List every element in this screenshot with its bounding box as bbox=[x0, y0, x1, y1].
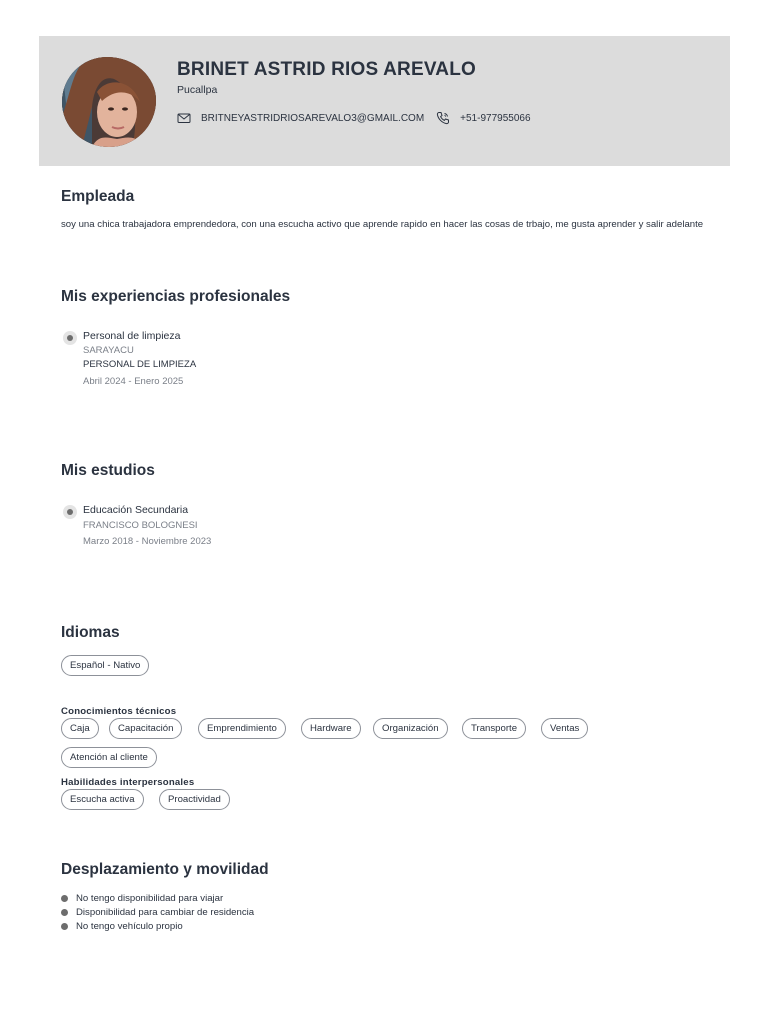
language-chip: Español - Nativo bbox=[61, 655, 149, 676]
soft-skills-title: Habilidades interpersonales bbox=[61, 777, 195, 788]
skill-chip: Hardware bbox=[301, 718, 361, 739]
skill-chip: Emprendimiento bbox=[198, 718, 286, 739]
email-link[interactable]: BRITNEYASTRIDRIOSAREVALO3@GMAIL.COM bbox=[201, 112, 425, 124]
phone-number[interactable]: +51-977955066 bbox=[460, 112, 531, 124]
timeline-dot bbox=[63, 505, 77, 519]
bullet-icon bbox=[61, 909, 68, 916]
study-dates: Marzo 2018 - Noviembre 2023 bbox=[83, 536, 212, 547]
skill-chip: Atención al cliente bbox=[61, 747, 157, 768]
profile-photo bbox=[62, 57, 156, 147]
skill-chip: Transporte bbox=[462, 718, 526, 739]
bullet-icon bbox=[61, 895, 68, 902]
phone-icon bbox=[436, 111, 450, 125]
envelope-icon bbox=[177, 111, 191, 125]
study-degree: Educación Secundaria bbox=[83, 504, 189, 516]
cv-header bbox=[39, 36, 730, 166]
skill-chip: Organización bbox=[373, 718, 448, 739]
mobility-item bbox=[61, 907, 254, 918]
job-dates: Abril 2024 - Enero 2025 bbox=[83, 376, 184, 387]
candidate-city: Pucallpa bbox=[177, 84, 218, 96]
skill-chip: Caja bbox=[61, 718, 99, 739]
skill-chip: Ventas bbox=[541, 718, 588, 739]
contact-row bbox=[177, 111, 531, 125]
mobility-title: Desplazamiento y movilidad bbox=[61, 861, 269, 878]
mobility-item-text: No tengo disponibilidad para viajar bbox=[76, 893, 224, 904]
soft-skill-chip: Proactividad bbox=[159, 789, 230, 810]
study-institution: FRANCISCO BOLOGNESI bbox=[83, 520, 198, 531]
education-title: Mis estudios bbox=[61, 462, 155, 479]
skill-chip: Capacitación bbox=[109, 718, 182, 739]
languages-title: Idiomas bbox=[61, 624, 120, 641]
timeline-dot bbox=[63, 331, 77, 345]
bullet-icon bbox=[61, 923, 68, 930]
summary-title: Empleada bbox=[61, 188, 135, 205]
technical-skills-title: Conocimientos técnicos bbox=[61, 706, 177, 717]
job-role: Personal de limpieza bbox=[83, 330, 181, 342]
mobility-item-text: No tengo vehículo propio bbox=[76, 921, 183, 932]
job-description: PERSONAL DE LIMPIEZA bbox=[83, 359, 197, 370]
job-company: SARAYACU bbox=[83, 345, 134, 356]
experience-title: Mis experiencias profesionales bbox=[61, 288, 291, 305]
candidate-name: BRINET ASTRID RIOS AREVALO bbox=[177, 59, 477, 80]
mobility-item bbox=[61, 893, 223, 904]
mobility-item bbox=[61, 921, 183, 932]
mobility-item-text: Disponibilidad para cambiar de residencia bbox=[76, 907, 255, 918]
summary-text: soy una chica trabajadora emprendedora, con una escucha activo que aprende rapido en hacer las cosas de trbajo, me gusta aprender y salir adelante bbox=[61, 219, 704, 230]
soft-skill-chip: Escucha activa bbox=[61, 789, 144, 810]
